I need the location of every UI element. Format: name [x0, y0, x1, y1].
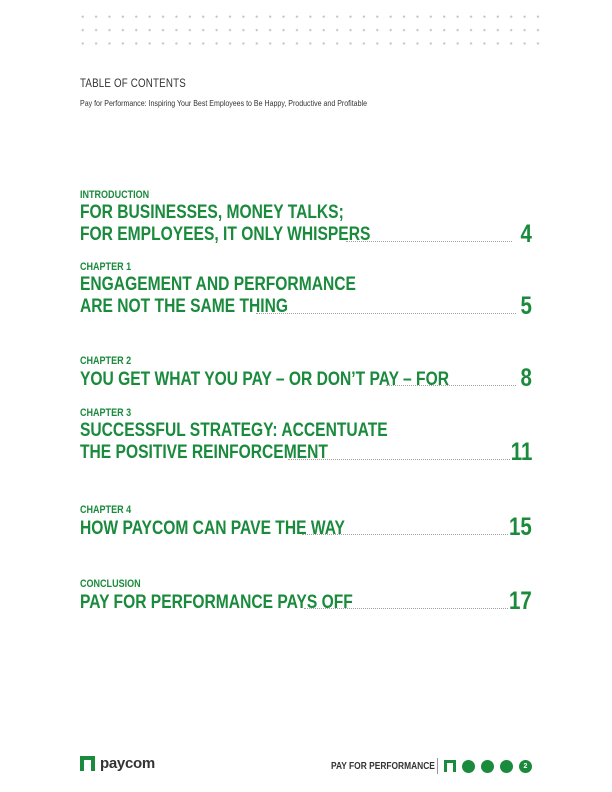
page-number: 8: [520, 364, 532, 392]
page-number: 15: [509, 513, 532, 541]
page-number: 5: [520, 291, 532, 320]
toc-entry-introduction[interactable]: [80, 189, 532, 246]
paycom-mark-icon: [444, 760, 456, 772]
entry-label: CHAPTER 3: [80, 407, 132, 419]
dotted-leader: [288, 459, 510, 460]
progress-dot-icon: [462, 760, 475, 773]
document-subtitle: Pay for Performance: Inspiring Your Best Employees to Be Happy, Productive and Profitable: [80, 98, 367, 108]
entry-title-line: ENGAGEMENT AND PERFORMANCE: [80, 273, 356, 295]
entry-label: CHAPTER 2: [80, 355, 132, 367]
entry-title-line: THE POSITIVE REINFORCEMENT: [80, 441, 328, 463]
progress-dot-icon: [481, 760, 494, 773]
entry-title-line: YOU GET WHAT YOU PAY – OR DON’T PAY – FOR: [80, 367, 449, 390]
entry-title-line: FOR EMPLOYEES, IT ONLY WHISPERS: [80, 223, 371, 245]
footer-page-indicator: [305, 757, 532, 775]
entry-label: CHAPTER 4: [80, 504, 132, 516]
entry-title-line: ARE NOT THE SAME THING: [80, 295, 289, 317]
logo-text: paycom: [100, 754, 155, 772]
paycom-logo: [80, 752, 155, 774]
page-title: TABLE OF CONTENTS: [80, 78, 186, 90]
page-number: 11: [510, 437, 532, 466]
footer-divider: [437, 758, 438, 774]
toc-entry-conclusion[interactable]: [80, 578, 532, 613]
entry-label: INTRODUCTION: [80, 189, 150, 201]
paycom-logo-icon: [80, 756, 95, 771]
dotted-leader: [256, 313, 516, 314]
dotted-leader: [302, 534, 508, 535]
dotted-leader: [386, 385, 516, 386]
dot-grid-decoration: [76, 10, 546, 54]
entry-title-line: FOR BUSINESSES, MONEY TALKS;: [80, 201, 344, 223]
dotted-leader: [304, 608, 508, 609]
toc-entry-chapter-1[interactable]: [80, 261, 532, 318]
entry-title-line: HOW PAYCOM CAN PAVE THE WAY: [80, 516, 345, 539]
footer-label: PAY FOR PERFORMANCE: [331, 760, 435, 772]
dotted-leader: [346, 241, 512, 242]
page-number: 4: [520, 219, 532, 248]
entry-label: CONCLUSION: [80, 578, 141, 590]
toc-header: [80, 78, 430, 108]
entry-label: CHAPTER 1: [80, 261, 132, 273]
toc-entry-chapter-2[interactable]: [80, 355, 532, 390]
entry-title-line: SUCCESSFUL STRATEGY: ACCENTUATE: [80, 419, 388, 441]
entry-title-line: PAY FOR PERFORMANCE PAYS OFF: [80, 590, 353, 613]
toc-entry-chapter-4[interactable]: [80, 504, 532, 539]
page-number: 17: [509, 587, 532, 615]
progress-dot-icon: [500, 760, 513, 773]
current-page-number: 2: [519, 760, 532, 773]
toc-entry-chapter-3[interactable]: [80, 407, 532, 464]
